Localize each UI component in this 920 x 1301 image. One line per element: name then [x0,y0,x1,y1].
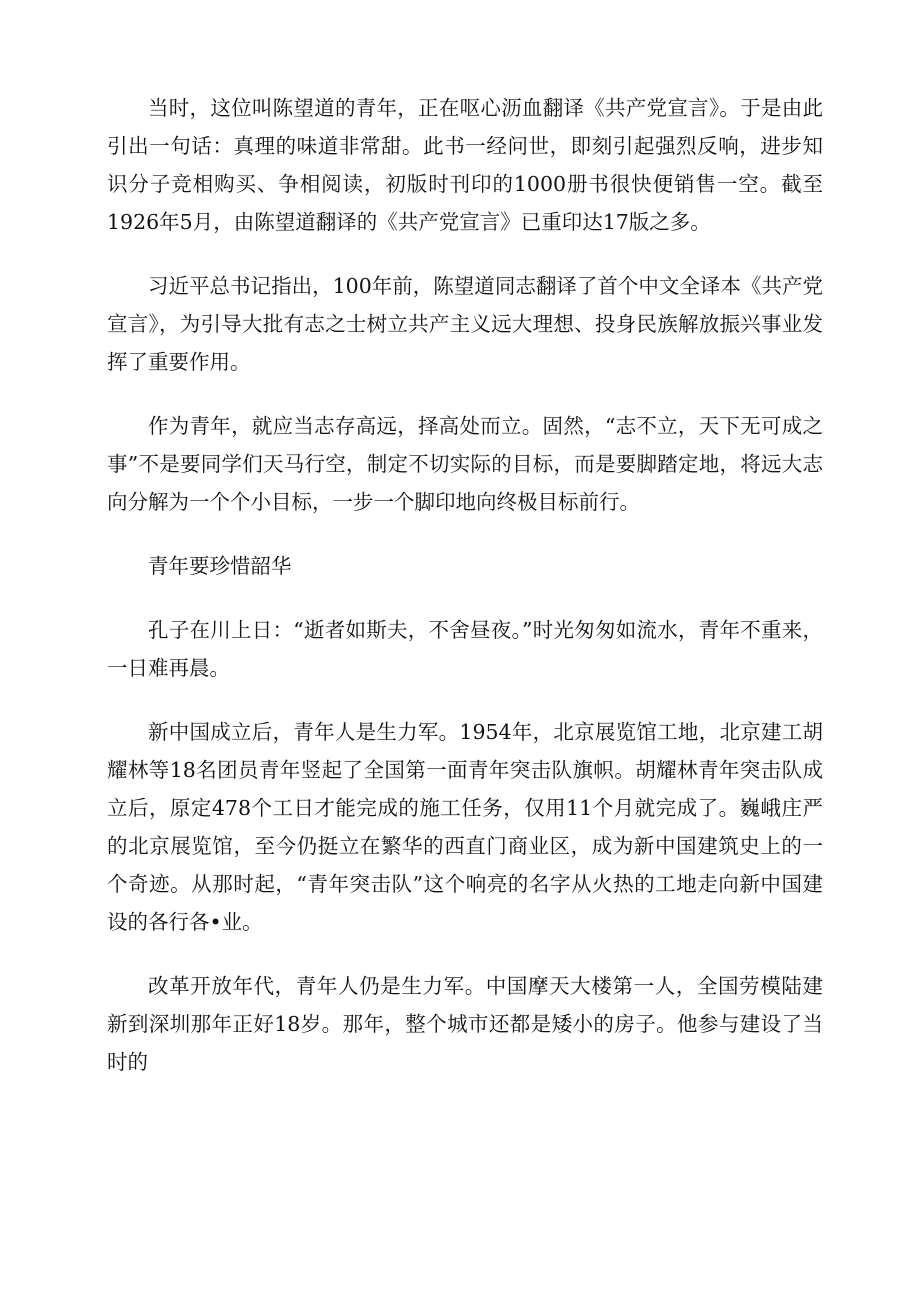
paragraph-youth-ambition: 作为青年，就应当志存高远，择高处而立。固然，“志不立，天下无可成之事”不是要同学们天马行空，制定不切实际的目标，而是要脚踏定地，将远大志向分解为一个个小目标，一步一个脚印地向终极目标前行。 [107,414,823,514]
paragraph-reform-era: 改革开放年代，青年人仍是生力军。中国摩天大楼第一人，全国劳模陆建新到深圳那年正好18岁。那年，整个城市还都是矮小的房子。他参与建设了当时的 [107,974,823,1074]
paragraph-confucius-quote: 孔子在川上日：“逝者如斯夫，不舍昼夜。”时光匆匆如流水，青年不重来，一日难再晨。 [107,618,823,680]
section-heading: 青年要珍惜韶华 [148,554,292,578]
paragraph-xi-jinping-quote: 习近平总书记指出，100年前，陈望道同志翻译了首个中文全译本《共产党宣言》，为引导大批有志之士树立共产主义远大理想、投身民族解放振兴事业发挥了重要作用。 [107,274,823,374]
paragraph-youth-shock-brigade: 新中国成立后，青年人是生力军。1954年，北京展览馆工地，北京建工胡耀林等18名团员青年竖起了全国第一面青年突击队旗帜。胡耀林青年突击队成立后，原定478个工日才能完成的施工任务，仅用11个月就完成了。巍峨庄严的北京展览馆，至今仍挺立在繁华的西直门商业区，成为新中国建筑史上的一个奇迹。从那时起，“青年突击队”这个响亮的名字从火热的工地走向新中国建设的各行各•业。 [107,720,823,934]
document-body [107,89,823,1107]
paragraph-chen-wangdao-translation: 当时，这位叫陈望道的青年，正在呕心沥血翻译《共产党宣言》。于是由此引出一句话：真理的味道非常甜。此书一经问世，即刻引起强烈反响，进步知识分子竞相购买、争相阅读，初版时刊印的1000册书很快便销售一空。截至1926年5月，由陈望道翻译的《共产党宣言》已重印达17版之多。 [107,96,823,234]
